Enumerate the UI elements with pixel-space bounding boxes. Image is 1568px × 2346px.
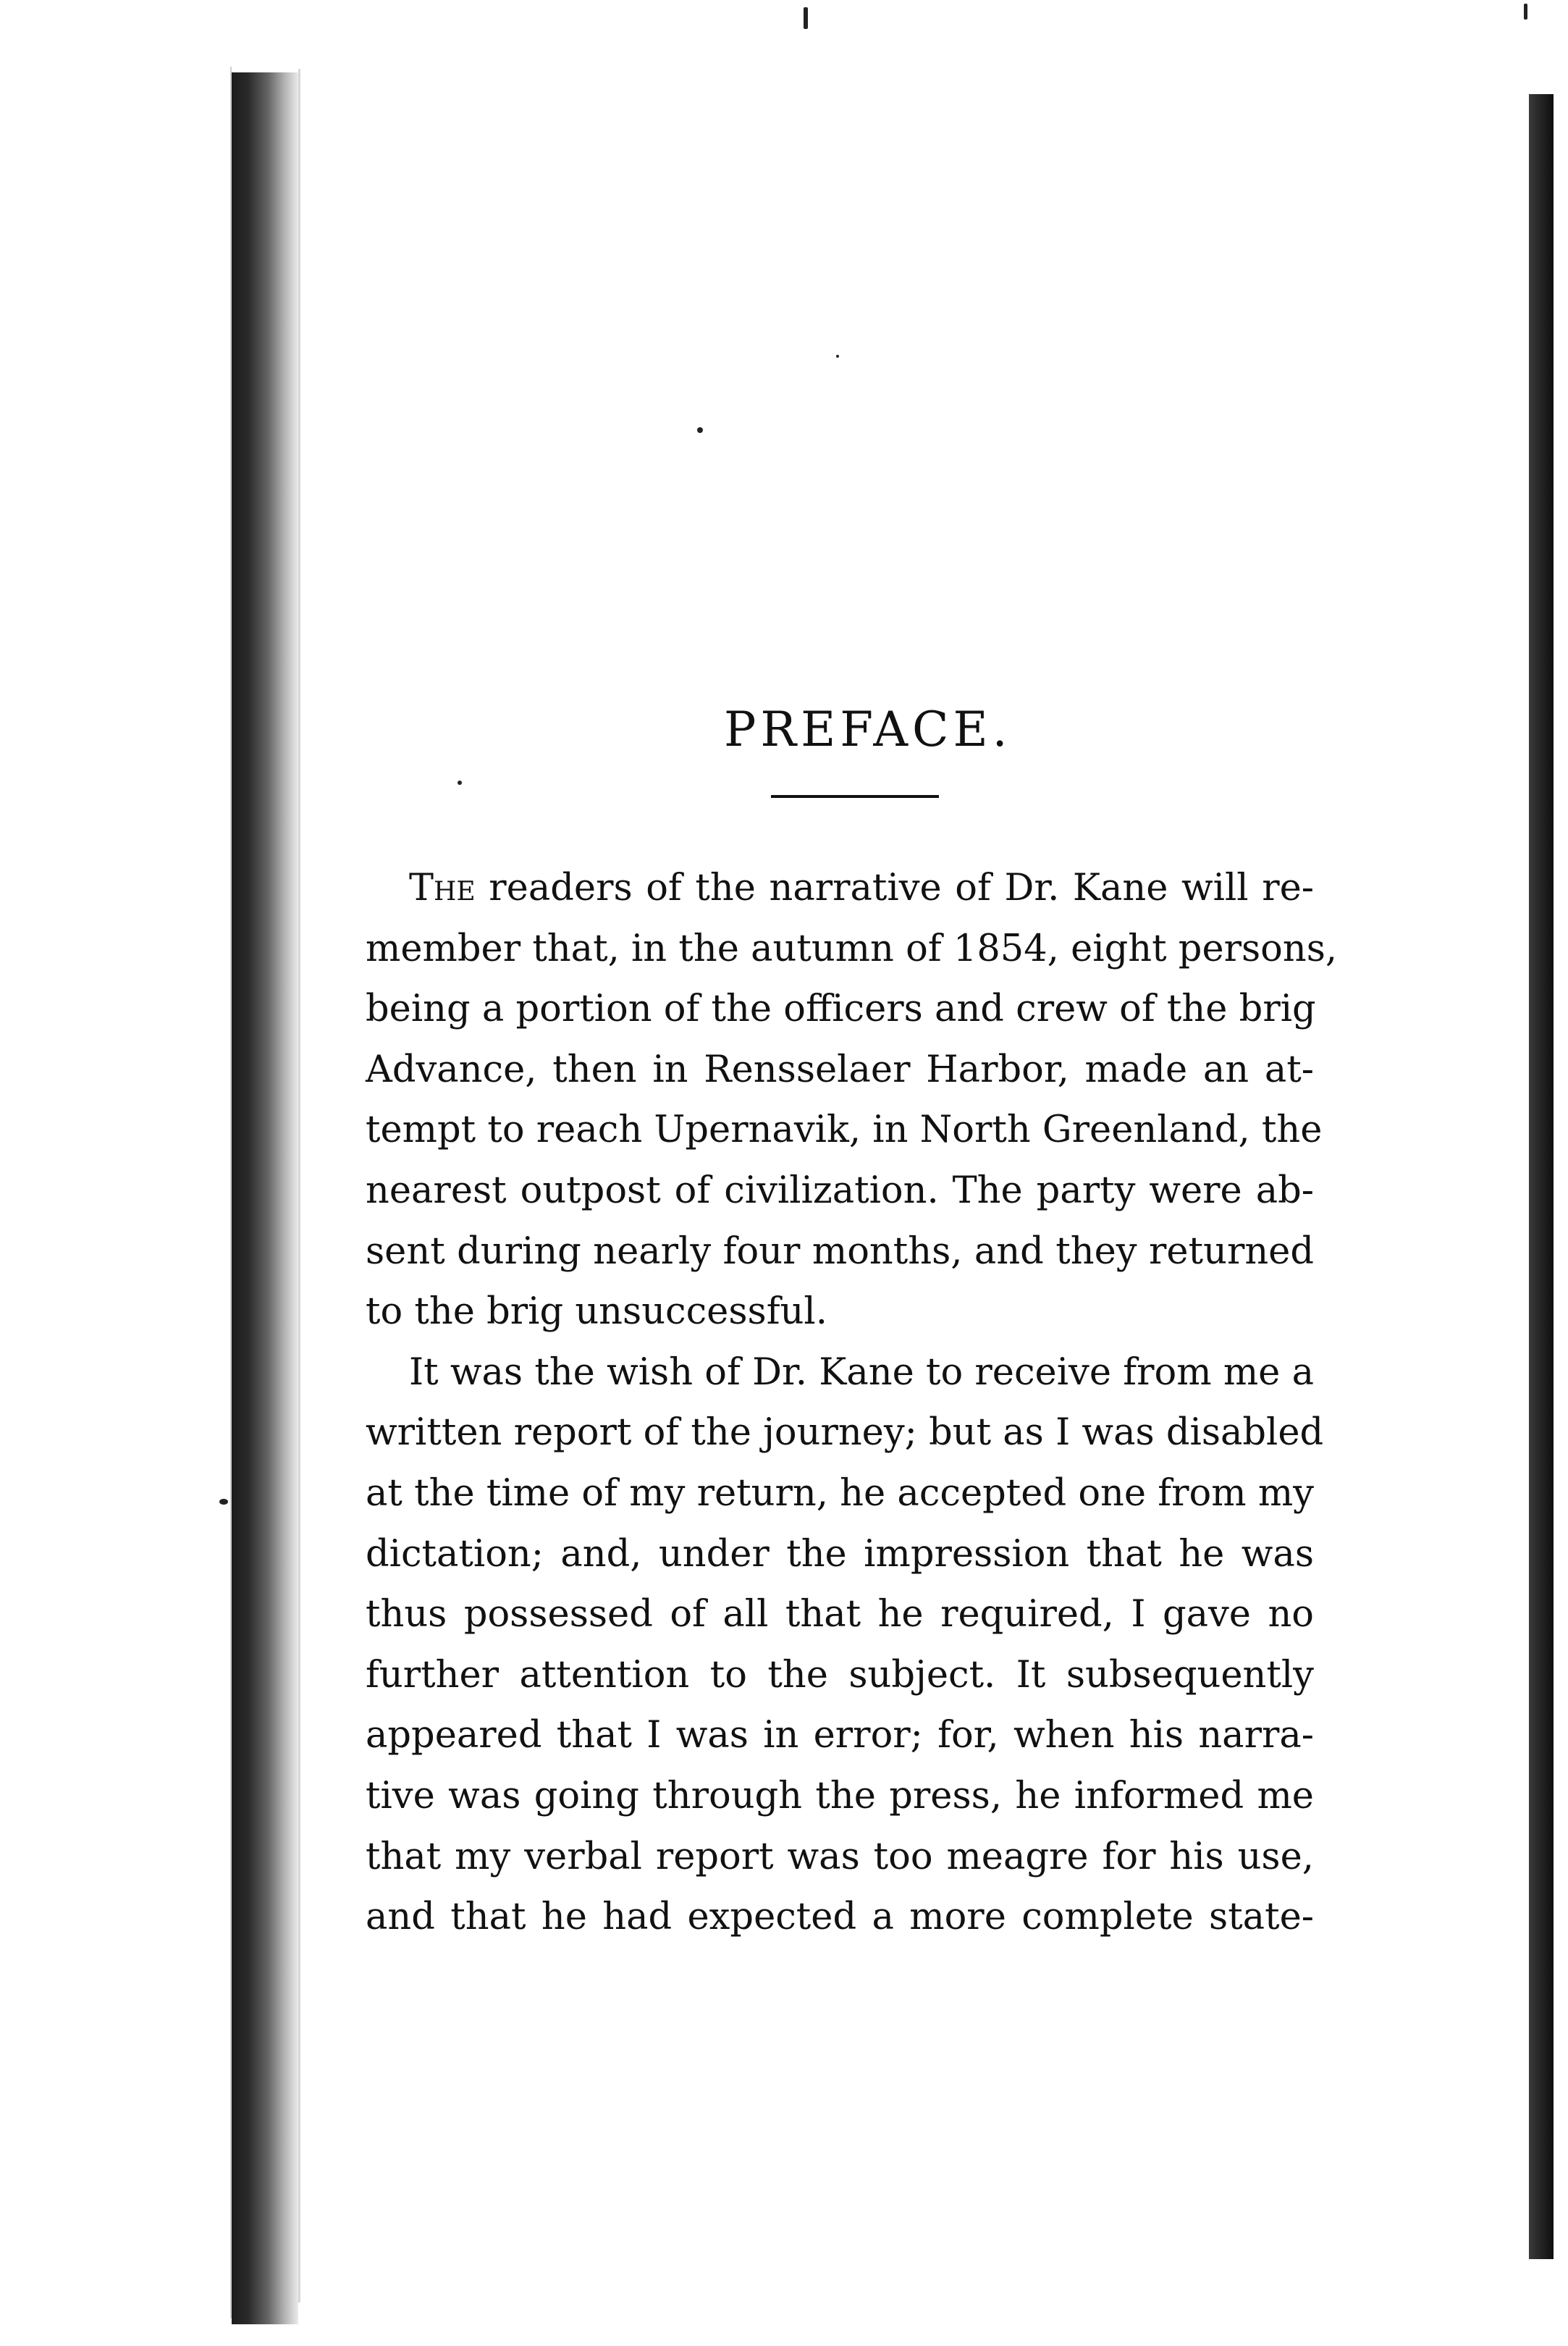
text-line: further attention to the subject. It subsequently — [366, 1653, 1314, 1697]
text-line: tempt to reach Upernavik, in North Greenland, the — [366, 1109, 1323, 1152]
text-line: dictation; and, under the impression that he was — [366, 1532, 1314, 1576]
preface-body — [366, 858, 1338, 1948]
text-line: member that, in the autumn of 1854, eight persons, — [366, 927, 1338, 970]
text-line-content: readers of the narrative of Dr. Kane will re- — [475, 867, 1314, 909]
text-line: and that he had expected a more complete state- — [366, 1896, 1314, 1939]
paragraph-lead-word: The — [409, 867, 476, 909]
text-line: nearest outpost of civilization. The party were ab- — [366, 1169, 1314, 1212]
scan-speck — [458, 781, 462, 785]
page-title: PREFACE. — [724, 702, 1012, 758]
text-line: thus possessed of all that he required, I gave no — [366, 1593, 1314, 1636]
left-facing-page — [0, 67, 232, 2318]
text-line: written report of the journey; but as I was disabled — [366, 1411, 1324, 1455]
text-line: to the brig unsuccessful. — [366, 1290, 827, 1334]
scan-speck — [804, 7, 808, 29]
text-line: tive was going through the press, he informed me — [366, 1774, 1314, 1817]
paragraph-1 — [366, 858, 1338, 1342]
scan-speck — [697, 427, 703, 433]
text-line: Advance, then in Rensselaer Harbor, made an at- — [366, 1048, 1314, 1091]
text-line: that my verbal report was too meagre for his use, — [366, 1835, 1314, 1878]
scan-speck — [836, 355, 839, 358]
text-line — [366, 858, 1314, 919]
title-rule — [771, 795, 939, 798]
text-line: sent during nearly four months, and they returned — [366, 1229, 1314, 1273]
text-line: being a portion of the officers and crew of the brig — [366, 988, 1316, 1031]
page-stack-edge — [1529, 94, 1554, 2259]
text-line: It was the wish of Dr. Kane to receive from me a — [409, 1350, 1314, 1394]
book-gutter — [232, 72, 298, 2324]
paragraph-2 — [366, 1342, 1324, 1948]
scan-speck — [1524, 4, 1527, 20]
scan-speck — [219, 1499, 228, 1505]
text-line: appeared that I was in error; for, when his narra- — [366, 1714, 1314, 1757]
text-line: at the time of my return, he accepted one from my — [366, 1471, 1314, 1515]
